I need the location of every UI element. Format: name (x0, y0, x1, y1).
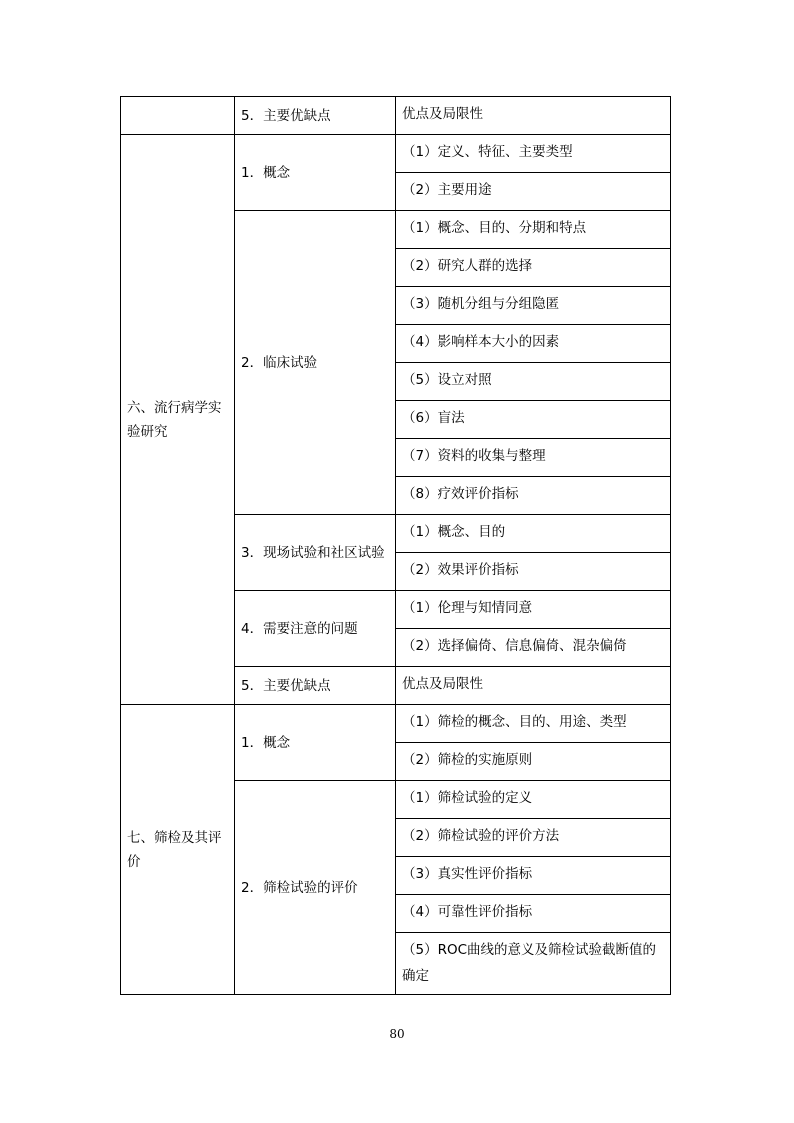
section-title-cell: 六、流行病学实验研究 (121, 135, 235, 705)
section-title-cell (121, 97, 235, 135)
subtopic-cell: （2）筛检试验的评价方法 (396, 819, 671, 857)
topic-cell: 4．需要注意的问题 (235, 591, 396, 667)
subtopic-cell: （5）ROC曲线的意义及筛检试验截断值的确定 (396, 933, 671, 995)
subtopic-cell: （1）筛检试验的定义 (396, 781, 671, 819)
subtopic-cell: （8）疗效评价指标 (396, 477, 671, 515)
subtopic-cell: （4）可靠性评价指标 (396, 895, 671, 933)
topic-cell: 1．概念 (235, 705, 396, 781)
table-row (121, 705, 671, 743)
subtopic-cell: 优点及局限性 (396, 667, 671, 705)
subtopic-cell: （1）概念、目的、分期和特点 (396, 211, 671, 249)
subtopic-cell: （2）选择偏倚、信息偏倚、混杂偏倚 (396, 629, 671, 667)
topic-cell: 2．筛检试验的评价 (235, 781, 396, 995)
topic-cell: 2．临床试验 (235, 211, 396, 515)
subtopic-cell: （1）定义、特征、主要类型 (396, 135, 671, 173)
syllabus-table (120, 96, 671, 995)
subtopic-cell: （1）伦理与知情同意 (396, 591, 671, 629)
subtopic-cell: （6）盲法 (396, 401, 671, 439)
subtopic-cell: （1）筛检的概念、目的、用途、类型 (396, 705, 671, 743)
topic-cell: 5．主要优缺点 (235, 667, 396, 705)
subtopic-cell: （3）随机分组与分组隐匿 (396, 287, 671, 325)
table-row (121, 135, 671, 173)
subtopic-cell: （2）研究人群的选择 (396, 249, 671, 287)
page-number: 80 (389, 1027, 405, 1041)
subtopic-cell: （5）设立对照 (396, 363, 671, 401)
section-title-cell: 七、筛检及其评价 (121, 705, 235, 995)
topic-cell: 3．现场试验和社区试验 (235, 515, 396, 591)
subtopic-cell: （1）概念、目的 (396, 515, 671, 553)
subtopic-cell: 优点及局限性 (396, 97, 671, 135)
subtopic-cell: （3）真实性评价指标 (396, 857, 671, 895)
topic-cell: 5．主要优缺点 (235, 97, 396, 135)
table-row (121, 97, 671, 135)
subtopic-cell: （2）主要用途 (396, 173, 671, 211)
subtopic-cell: （7）资料的收集与整理 (396, 439, 671, 477)
subtopic-cell: （2）效果评价指标 (396, 553, 671, 591)
subtopic-cell: （2）筛检的实施原则 (396, 743, 671, 781)
topic-cell: 1．概念 (235, 135, 396, 211)
subtopic-cell: （4）影响样本大小的因素 (396, 325, 671, 363)
